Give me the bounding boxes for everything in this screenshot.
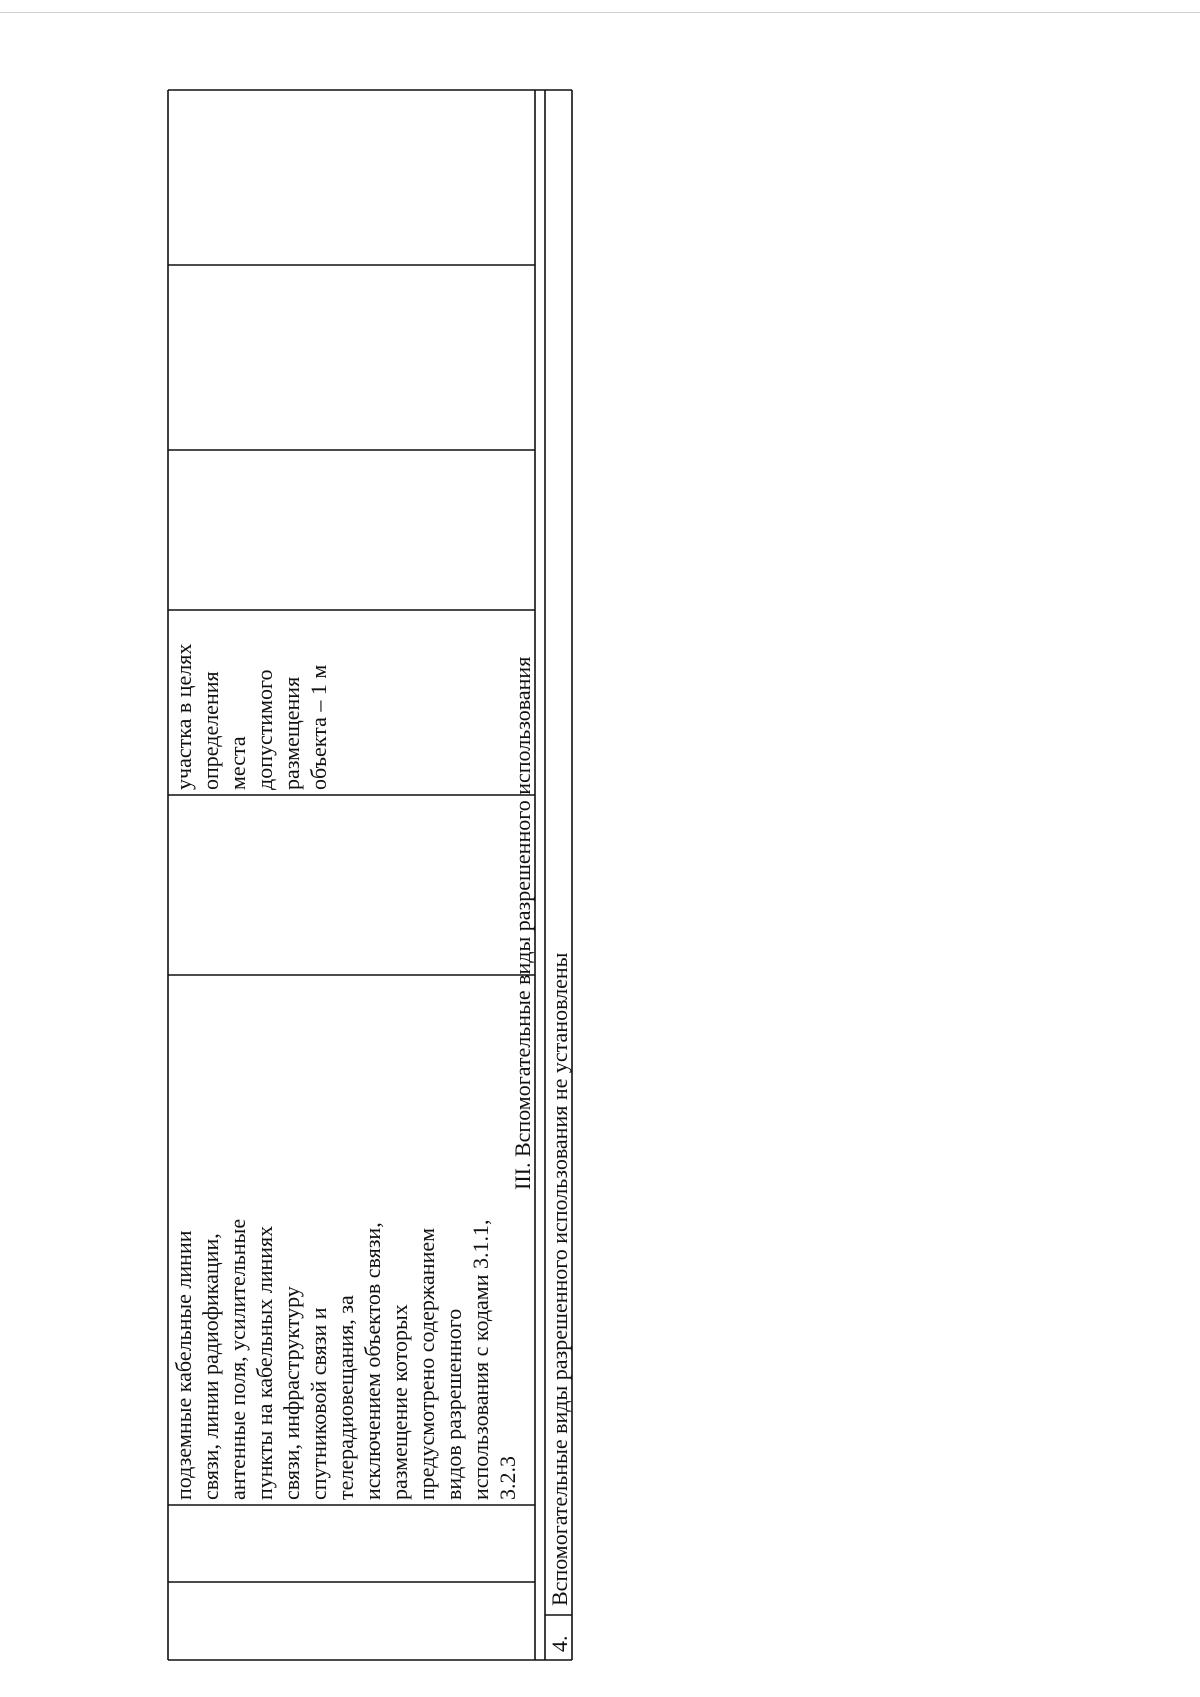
param-line-4: допустимого bbox=[252, 669, 277, 790]
section-heading: III. Вспомогательные виды разрешенного использования bbox=[510, 656, 535, 1190]
desc-line-12: использования с кодами 3.1.1, bbox=[468, 1219, 493, 1500]
param-line-1: участка в целях bbox=[171, 643, 196, 790]
desc-line-3: антенные поля, усилительные bbox=[225, 1218, 250, 1500]
desc-line-7: телерадиовещания, за bbox=[333, 1295, 358, 1500]
row4-text: Вспомогательные виды разрешенного использования не установлены bbox=[547, 952, 572, 1606]
param-line-6: объекта – 1 м bbox=[306, 664, 331, 790]
desc-line-6: спутниковой связи и bbox=[306, 1307, 331, 1500]
desc-line-5: связи, инфраструктуру bbox=[279, 1286, 304, 1500]
desc-line-11: видов разрешенного bbox=[441, 1308, 466, 1500]
param-line-5: размещения bbox=[279, 676, 304, 790]
desc-line-1: подземные кабельные линии bbox=[171, 1230, 196, 1500]
desc-line-10: предусмотрено содержанием bbox=[414, 1227, 439, 1500]
desc-line-13: 3.2.3 bbox=[495, 1456, 520, 1500]
param-line-2: определения bbox=[198, 671, 223, 790]
row4-number: 4. bbox=[547, 1635, 572, 1652]
description-cell bbox=[171, 1219, 520, 1500]
desc-line-9: размещение которых bbox=[387, 1304, 412, 1500]
desc-line-8: исключением объектов связи, bbox=[360, 1222, 385, 1500]
parameter-cell bbox=[171, 644, 331, 790]
param-line-3: места bbox=[225, 736, 250, 790]
desc-line-2: связи, линии радиофикации, bbox=[198, 1233, 223, 1500]
desc-line-4: пункты на кабельных линиях bbox=[252, 1225, 277, 1500]
